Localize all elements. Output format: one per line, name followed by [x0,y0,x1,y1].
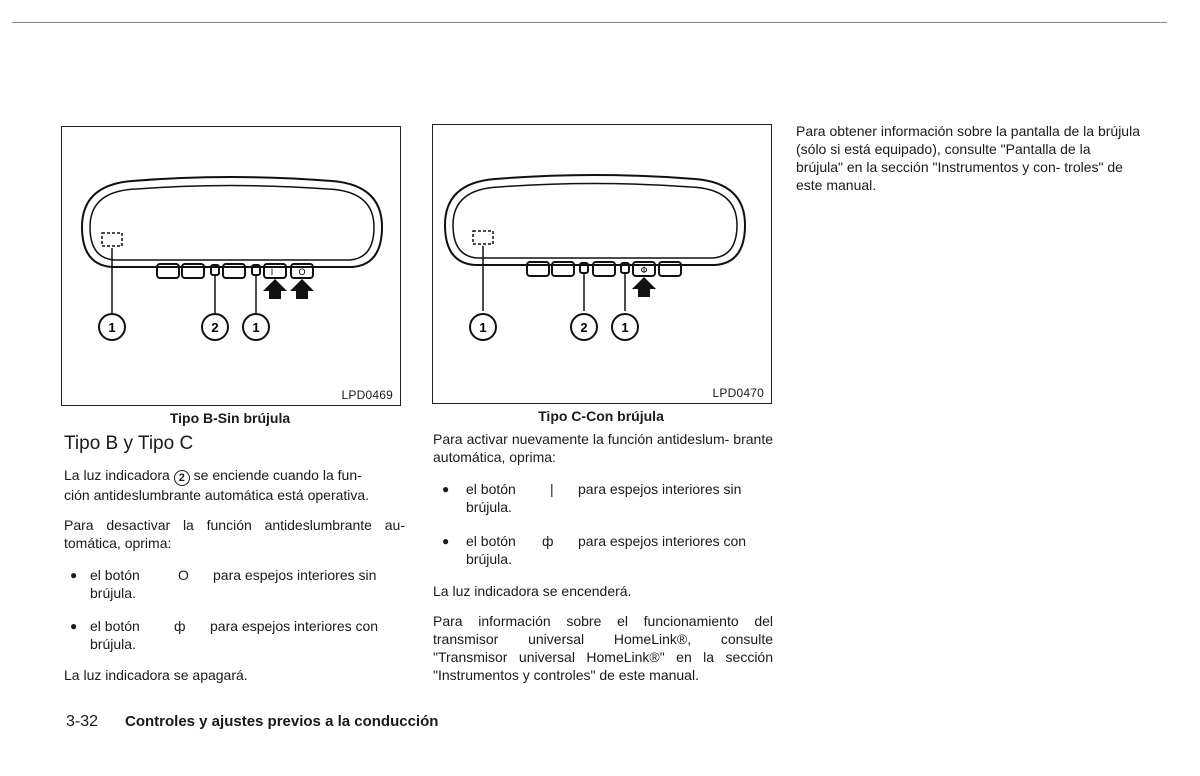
arrow-up-icon [632,277,656,297]
paragraph: La luz indicadora se encenderá. [433,583,632,599]
callout-1: 1 [252,320,260,335]
indicator-number-icon: 2 [174,470,190,486]
chapter-title: Controles y ajustes previos a la conducción [125,713,439,730]
paragraph: Para activar nuevamente la función antideslum- brante automática, oprima: [433,431,773,465]
figure-code: LPD0469 [341,388,393,402]
button-power-glyph: Φ [640,266,648,276]
text: brújula. [90,636,136,652]
paragraph: Para obtener información sobre la pantalla de la brújula (sólo si está equipado), consulte "Pantalla de la brújula" en la sección "Instrumentos y con- troles" de este manual. [796,123,1140,193]
callout-1: 1 [479,320,487,335]
text: el botón [466,533,516,549]
figure-mirror-type-c [432,124,772,404]
page-number: 3-32 [66,713,99,730]
callout-1: 1 [108,320,116,335]
button-i-glyph: | [550,481,554,497]
callout-2: 2 [211,320,219,335]
section-heading: Tipo B y Tipo C [64,433,194,454]
figure-mirror-type-b [61,126,401,406]
top-rule [12,22,1167,23]
text: para espejos interiores sin [578,481,742,497]
figure-caption: Tipo B-Sin brújula [169,410,291,426]
figure-caption: Tipo C-Con brújula [538,408,664,424]
bullet-icon: ● [442,482,450,496]
bullet-icon: ● [70,619,78,633]
mirror-diagram [62,127,400,405]
power-icon: ф [542,533,554,549]
paragraph: Para desactivar la función antideslumbrante au- tomática, oprima: [64,517,405,551]
text: el botón [90,567,140,583]
list-item [70,566,406,602]
callout-1: 1 [621,320,629,335]
text: brújula. [466,551,512,567]
list-item [442,480,774,516]
list-item [70,617,406,653]
power-icon: ф [174,618,186,634]
mirror-diagram [433,125,771,403]
list-item [442,532,774,568]
text: se enciende cuando la fun- [193,467,362,483]
bullet-icon: ● [70,568,78,582]
callout-2: 2 [580,320,588,335]
paragraph: La luz indicadora se apagará. [64,667,248,683]
text: el botón [90,618,140,634]
text: ción antideslumbrante automática está operativa. [64,487,370,503]
text: el botón [466,481,516,497]
text: para espejos interiores con [578,533,747,549]
button-o-glyph: O [178,567,189,583]
button-o-glyph: O [298,267,306,277]
figure-code: LPD0470 [712,386,764,400]
paragraph [64,466,404,504]
text: brújula. [466,499,512,515]
paragraph: Para información sobre el funcionamiento del transmisor universal HomeLink®, consulte "Transmisor universal HomeLink®" en la sección "Instrumentos y controles" de este manual. [433,613,773,683]
arrow-up-icon [263,279,287,299]
text: La luz indicadora [64,467,170,483]
text: para espejos interiores con [210,618,379,634]
text: para espejos interiores sin [213,567,377,583]
button-i-glyph: I [270,267,274,277]
bullet-icon: ● [442,534,450,548]
arrow-up-icon [290,279,314,299]
text: brújula. [90,585,136,601]
